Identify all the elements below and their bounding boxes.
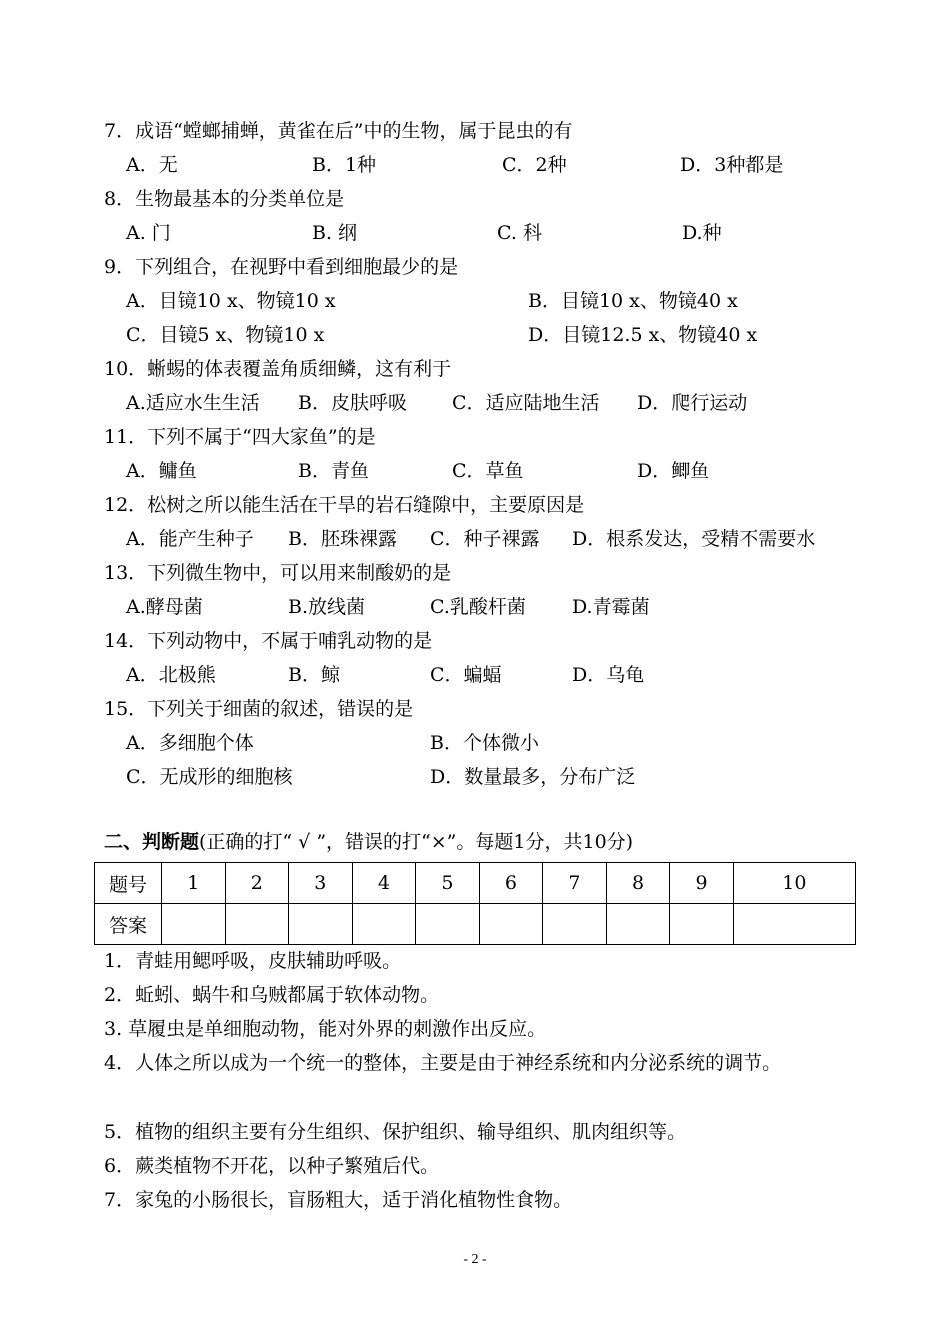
q14-option-d: D．乌龟 bbox=[572, 664, 645, 686]
question-12-stem: 12．松树之所以能生活在干旱的岩石缝隙中，主要原因是 bbox=[104, 494, 585, 516]
q8-option-a: A. 门 bbox=[126, 222, 171, 244]
q12-option-c: C．种子裸露 bbox=[430, 528, 540, 550]
q7-option-a: A．无 bbox=[126, 154, 178, 176]
answer-cell-2[interactable] bbox=[225, 904, 289, 945]
q12-option-b: B．胚珠裸露 bbox=[288, 528, 397, 550]
statement-7: 7．家兔的小肠很长，盲肠粗大，适于消化植物性食物。 bbox=[104, 1189, 573, 1211]
q14-option-a: A．北极熊 bbox=[126, 664, 216, 686]
statement-4: 4．人体之所以成为一个统一的整体，主要是由于神经系统和内分泌系统的调节。 bbox=[104, 1052, 782, 1074]
q10-option-a: A.适应水生生活 bbox=[126, 392, 260, 414]
q8-option-b: B. 纲 bbox=[312, 222, 358, 244]
answer-cell-4[interactable] bbox=[352, 904, 416, 945]
number-cell-1: 1 bbox=[162, 863, 226, 904]
q10-option-d: D．爬行运动 bbox=[637, 392, 748, 414]
q12-option-a: A．能产生种子 bbox=[126, 528, 254, 550]
q7-option-b: B．1种 bbox=[312, 154, 377, 176]
answer-cell-7[interactable] bbox=[543, 904, 607, 945]
answer-cell-8[interactable] bbox=[606, 904, 670, 945]
q13-option-a: A.酵母菌 bbox=[126, 596, 203, 618]
q15-option-c: C．无成形的细胞核 bbox=[126, 766, 293, 788]
question-11-stem: 11．下列不属于“四大家鱼”的是 bbox=[104, 426, 376, 448]
q9-option-d: D．目镜12.5 x、物镜40 x bbox=[528, 324, 758, 346]
number-cell-9: 9 bbox=[670, 863, 734, 904]
q9-option-c: C．目镜5 x、物镜10 x bbox=[126, 324, 325, 346]
answer-cell-9[interactable] bbox=[670, 904, 734, 945]
q8-option-d: D.种 bbox=[682, 222, 722, 244]
statement-1: 1．青蛙用鳃呼吸，皮肤辅助呼吸。 bbox=[104, 950, 402, 972]
question-7-stem: 7．成语“螳螂捕蝉，黄雀在后”中的生物，属于昆虫的有 bbox=[104, 120, 573, 142]
q15-option-a: A．多细胞个体 bbox=[126, 732, 254, 754]
section-2-title: 二、判断题 bbox=[104, 831, 200, 853]
answer-cell-3[interactable] bbox=[289, 904, 353, 945]
answer-cell-5[interactable] bbox=[416, 904, 480, 945]
q11-option-d: D．鲫鱼 bbox=[637, 460, 710, 482]
statement-3: 3. 草履虫是单细胞动物，能对外界的刺激作出反应。 bbox=[104, 1018, 547, 1040]
section-2-heading bbox=[104, 830, 633, 854]
number-cell-5: 5 bbox=[416, 863, 480, 904]
number-cell-2: 2 bbox=[225, 863, 289, 904]
q7-option-d: D．3种都是 bbox=[680, 154, 784, 176]
q7-option-c: C．2种 bbox=[502, 154, 567, 176]
q10-option-b: B．皮肤呼吸 bbox=[298, 392, 407, 414]
q13-option-d: D.青霉菌 bbox=[572, 596, 650, 618]
number-cell-7: 7 bbox=[543, 863, 607, 904]
question-9-stem: 9．下列组合，在视野中看到细胞最少的是 bbox=[104, 256, 459, 278]
question-14-stem: 14．下列动物中，不属于哺乳动物的是 bbox=[104, 630, 433, 652]
answer-table bbox=[94, 862, 856, 945]
statement-2: 2．蚯蚓、蜗牛和乌贼都属于软体动物。 bbox=[104, 984, 440, 1006]
question-15-stem: 15．下列关于细菌的叙述，错误的是 bbox=[104, 698, 414, 720]
answer-cell-10[interactable] bbox=[733, 904, 855, 945]
q10-option-c: C．适应陆地生活 bbox=[452, 392, 600, 414]
statement-6: 6．蕨类植物不开花，以种子繁殖后代。 bbox=[104, 1155, 440, 1177]
section-2-instructions: (正确的打“ √ ”，错误的打“×”。每题1分，共10分) bbox=[199, 831, 634, 853]
q13-option-c: C.乳酸杆菌 bbox=[430, 596, 526, 618]
question-13-stem: 13．下列微生物中，可以用来制酸奶的是 bbox=[104, 562, 452, 584]
q15-option-b: B．个体微小 bbox=[430, 732, 539, 754]
answer-cell-1[interactable] bbox=[162, 904, 226, 945]
number-cell-6: 6 bbox=[479, 863, 543, 904]
q13-option-b: B.放线菌 bbox=[288, 596, 366, 618]
q11-option-c: C．草鱼 bbox=[452, 460, 524, 482]
answer-table-number-row bbox=[95, 863, 856, 904]
q8-option-c: C. 科 bbox=[497, 222, 542, 244]
q11-option-b: B．青鱼 bbox=[298, 460, 369, 482]
number-cell-4: 4 bbox=[352, 863, 416, 904]
q9-option-a: A．目镜10 x、物镜10 x bbox=[126, 290, 336, 312]
number-row-label: 题号 bbox=[95, 863, 162, 904]
q11-option-a: A．鳙鱼 bbox=[126, 460, 197, 482]
answer-row-label: 答案 bbox=[95, 904, 162, 945]
page-number: - 2 - bbox=[463, 1252, 487, 1267]
q9-option-b: B．目镜10 x、物镜40 x bbox=[528, 290, 738, 312]
number-cell-10: 10 bbox=[733, 863, 855, 904]
q14-option-c: C．蝙蝠 bbox=[430, 664, 502, 686]
answer-table-answer-row bbox=[95, 904, 856, 945]
answer-cell-6[interactable] bbox=[479, 904, 543, 945]
statement-5: 5．植物的组织主要有分生组织、保护组织、输导组织、肌肉组织等。 bbox=[104, 1121, 687, 1143]
q14-option-b: B．鲸 bbox=[288, 664, 340, 686]
number-cell-8: 8 bbox=[606, 863, 670, 904]
number-cell-3: 3 bbox=[289, 863, 353, 904]
question-10-stem: 10．蜥蜴的体表覆盖角质细鳞，这有利于 bbox=[104, 358, 452, 380]
q15-option-d: D．数量最多，分布广泛 bbox=[430, 766, 636, 788]
q12-option-d: D．根系发达，受精不需要水 bbox=[572, 528, 816, 550]
question-8-stem: 8．生物最基本的分类单位是 bbox=[104, 188, 345, 210]
